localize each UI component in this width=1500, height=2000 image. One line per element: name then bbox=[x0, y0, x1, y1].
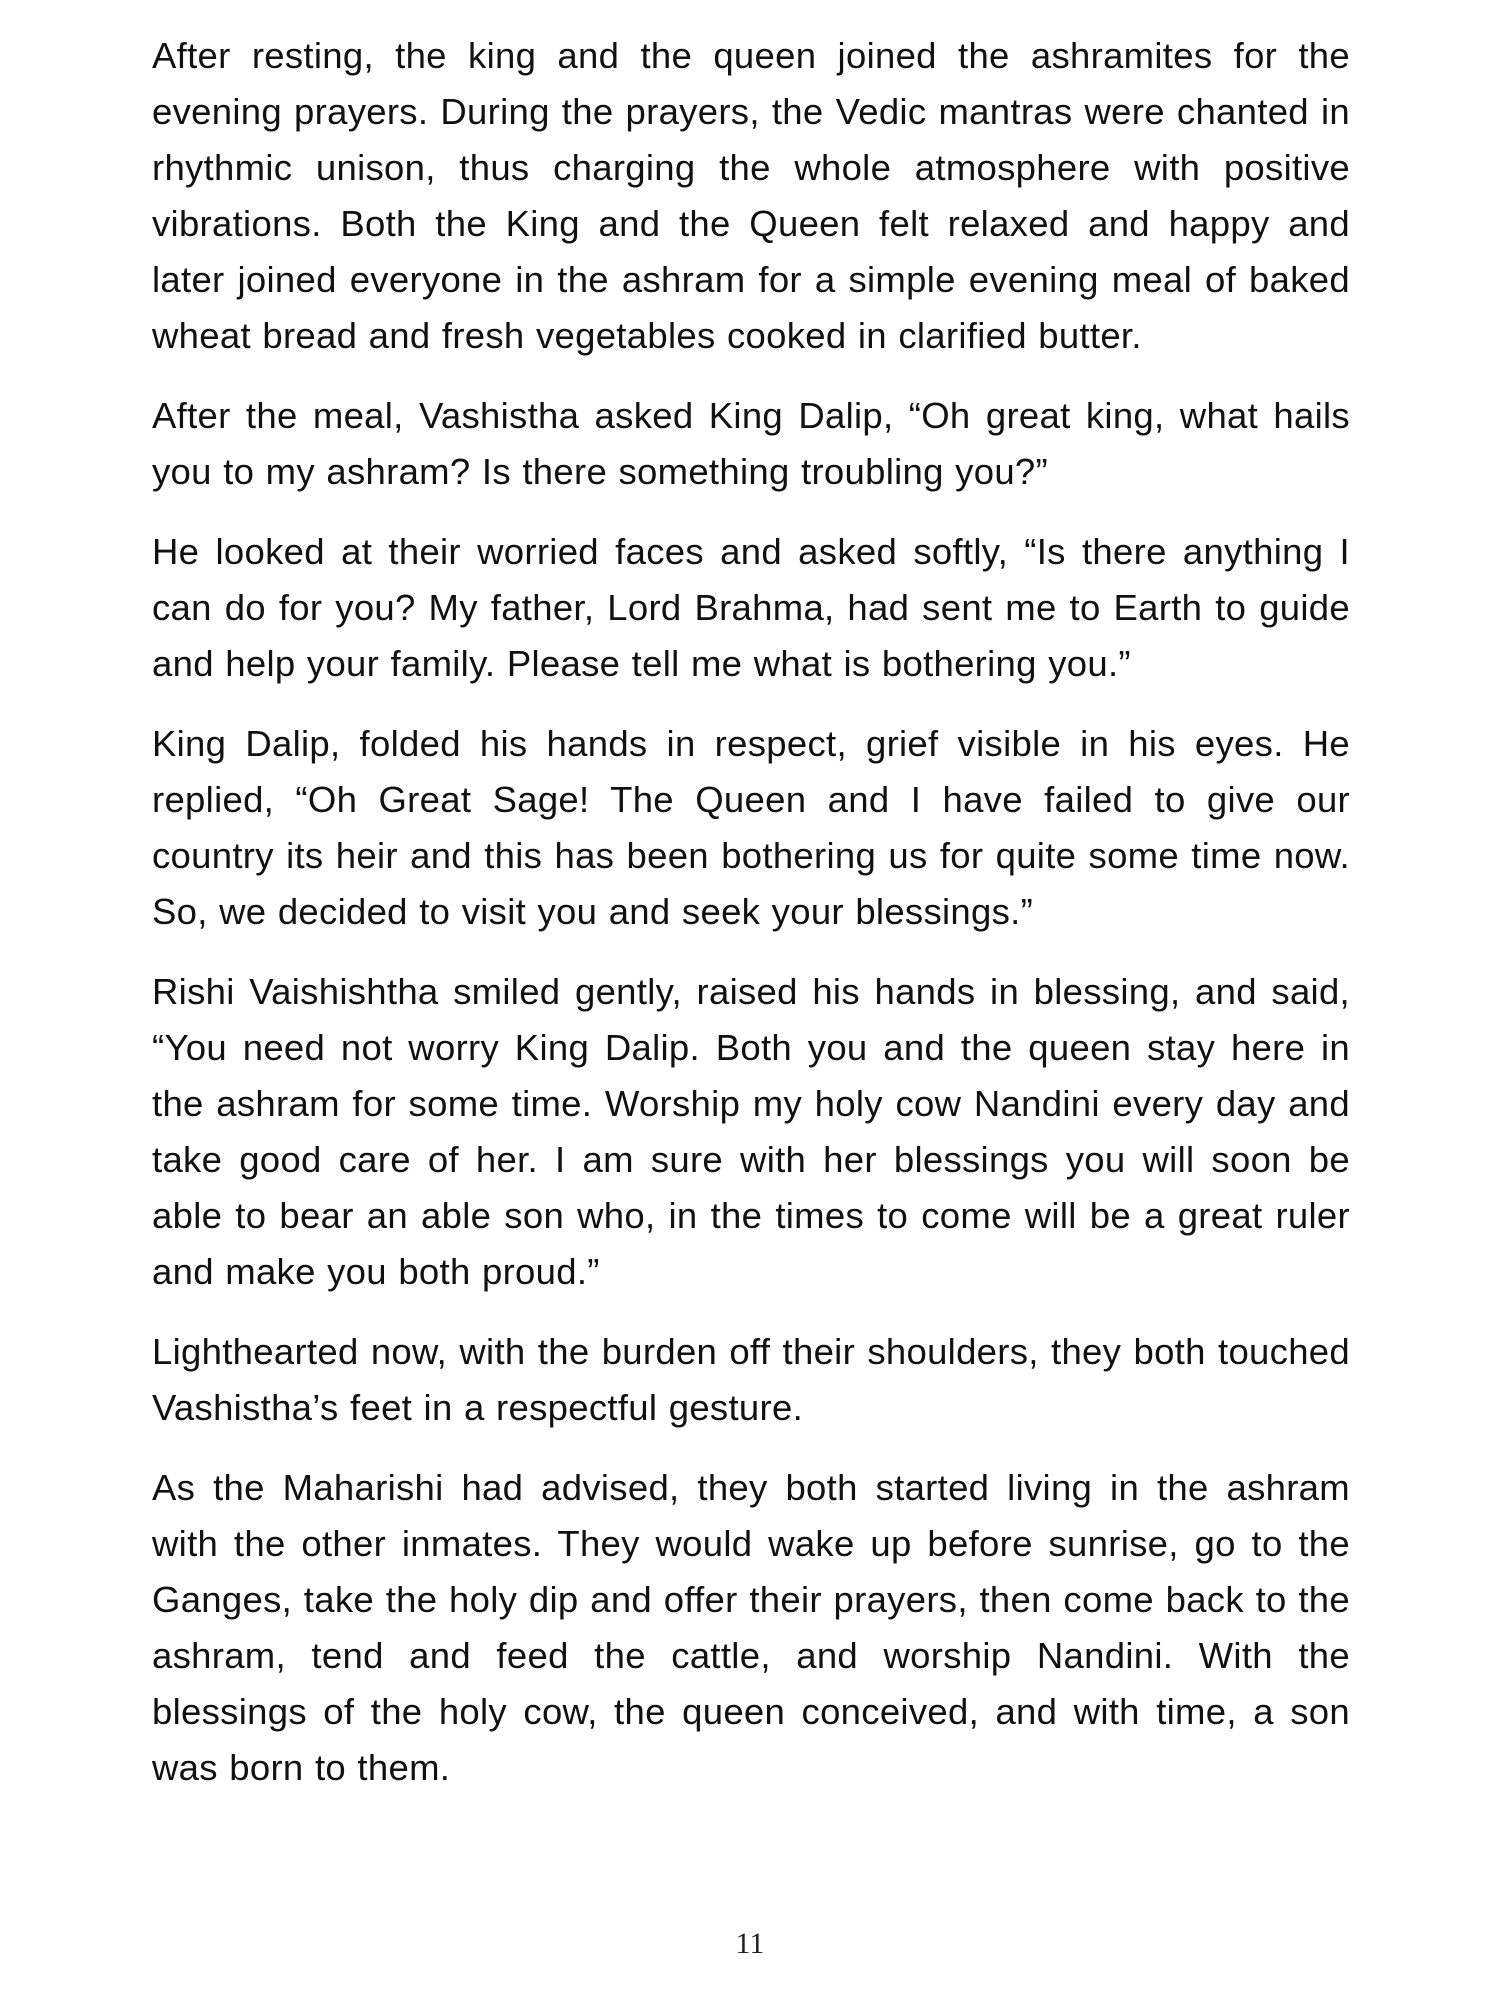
page-number: 11 bbox=[735, 1927, 765, 1960]
paragraph-lighthearted: Lighthearted now, with the burden off their shoulders, they both touched Vashistha’s feet in a respectful gesture. bbox=[152, 1331, 1350, 1428]
page-body bbox=[152, 28, 1350, 1820]
paragraph-ashram-life: As the Maharishi had advised, they both started living in the ashram with the other inmates. They would wake up before sunrise, go to the Ganges, take the holy dip and offer their prayers, then come back to the ashram, tend and feed the cattle, and worship Nandini. With the blessings of the holy cow, the queen conceived, and with time, a son was born to them. bbox=[152, 1467, 1350, 1788]
paragraph-offer-of-help: He looked at their worried faces and asked softly, “Is there anything I can do for you? My father, Lord Brahma, had sent me to Earth to guide and help your family. Please tell me what is bothering you.” bbox=[152, 531, 1350, 684]
paragraph-king-reply: King Dalip, folded his hands in respect, grief visible in his eyes. He replied, “Oh Great Sage! The Queen and I have failed to give our country its heir and this has been bothering us for quite some time now. So, we decided to visit you and seek your blessings.” bbox=[152, 723, 1350, 932]
paragraph-rishi-blessing: Rishi Vaishishtha smiled gently, raised his hands in blessing, and said, “You need not worry King Dalip. Both you and the queen stay here in the ashram for some time. Worship my holy cow Nandini every day and take good care of her. I am sure with her blessings you will soon be able to bear an able son who, in the times to come will be a great ruler and make you both proud.” bbox=[152, 971, 1350, 1292]
paragraph-vashistha-question: After the meal, Vashistha asked King Dalip, “Oh great king, what hails you to my ashram? Is there something troubling you?” bbox=[152, 395, 1350, 492]
paragraph-evening-prayers: After resting, the king and the queen joined the ashramites for the evening prayers. During the prayers, the Vedic mantras were chanted in rhythmic unison, thus charging the whole atmosphere with positive vibrations. Both the King and the Queen felt relaxed and happy and later joined everyone in the ashram for a simple evening meal of baked wheat bread and fresh vegetables cooked in clarified butter. bbox=[152, 35, 1350, 356]
